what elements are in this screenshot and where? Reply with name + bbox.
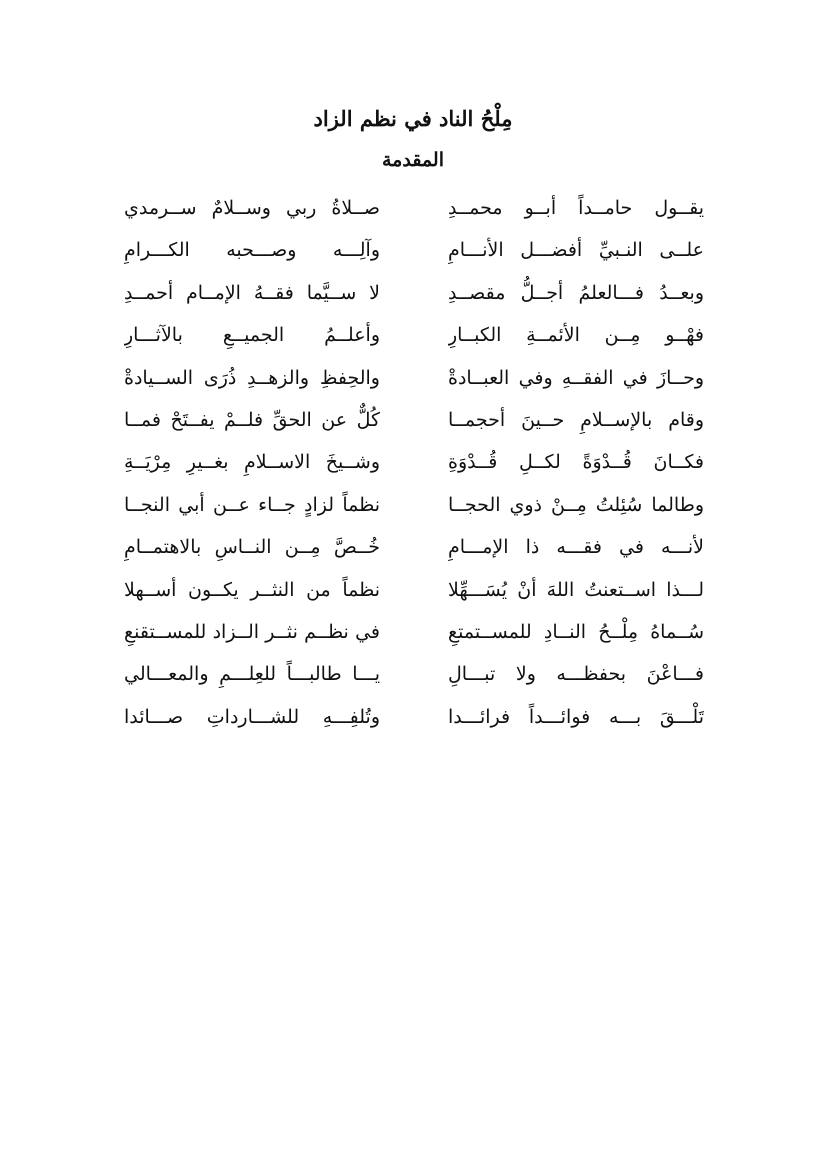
page-title: مِلْحُ الناد في نظم الزاد [313,106,513,131]
verse-line [0,485,826,527]
verse-first-hemistich: علــى النـبيِّ أفضـــل الأنـــامِ [448,239,704,262]
verse-line [0,442,826,484]
verse-second-hemistich: لا ســيَّما فقــهُ الإمــام أحمــدِ [124,281,380,304]
verse-second-hemistich: كُلٌّ عن الحقِّ فلــمْ يفــتَحْ فمــا [124,408,380,431]
verse-first-hemistich: يقــول حامــداً أبــو محمــدِ [448,197,704,219]
verse-second-hemistich: وآلِـــه وصـــحبه الكـــرامِ [124,239,380,262]
verse-second-hemistich: وأعلــمُ الجميــعِ بالآثـــارِ [124,324,380,347]
verse-first-hemistich: فكــانَ قُــدْوَةً لكــلِ قُــدْوَةِ [448,451,704,474]
verse-second-hemistich: نظماً لزادٍ جــاء عــن أبي النجــا [124,493,380,516]
verse-line [0,188,826,230]
verse-line [0,527,826,569]
verse-first-hemistich: فهْــو مِــن الأئمــةِ الكبــارِ [448,324,704,347]
verse-first-hemistich: فـــاعْنَ بحفظـــه ولا تبـــالِ [448,663,704,686]
verse-line [0,654,826,696]
verse-first-hemistich: وبعــدُ فـــالعلمُ أجــلُّ مقصــدِ [448,281,704,304]
verse-first-hemistich: لـــذا اســتعنتُ اللهَ أنْ يُسَـــهِّلا [448,578,704,601]
verse-line [0,400,826,442]
verse-second-hemistich: نظماً من النثــر يكــون أســهلا [124,578,380,601]
verse-second-hemistich: وتُلفِـــهِ للشـــارداتِ صـــائدا [124,705,380,728]
verse-line [0,315,826,357]
verse-second-hemistich: يـــا طالبـــاً للعِلـــمِ والمعـــالي [124,663,380,686]
verse-line [0,570,826,612]
verse-second-hemistich: صــلاةُ ربي وســلامٌ ســرمدي [124,197,380,219]
poem [0,188,826,739]
verse-line [0,697,826,739]
verse-second-hemistich: والحِفظِ والزهــدِ ذُرَى الســيادةْ [124,366,380,389]
verse-first-hemistich: وطالما سُئِلتُ مِــنْ ذوي الحجــا [448,493,704,516]
verse-first-hemistich: وحــازَ في الفقــهِ وفي العبــادةْ [448,366,704,389]
verse-second-hemistich: وشــيخَ الاســلامِ بغــيرِ مِرْيَــةِ [124,451,380,474]
verse-line [0,358,826,400]
verse-first-hemistich: سُــماهُ مِلْــحُ النــادِ للمســتمتعِ [448,620,704,643]
verse-first-hemistich: وقام بالإســلامِ حــينَ أحجمــا [448,408,704,431]
verse-line [0,273,826,315]
verse-second-hemistich: في نظــم نثــر الــزاد للمســتقنعِ [124,620,380,643]
verse-first-hemistich: لأنـــه في فقـــه ذا الإمـــامِ [448,536,704,559]
verse-line [0,230,826,272]
verse-line [0,612,826,654]
section-heading: المقدمة [381,149,444,171]
verse-first-hemistich: تَلْـــقَ بـــه فوائـــداً فرائـــدا [448,705,704,728]
verse-second-hemistich: خُــصَّ مِــن النــاسِ بالاهتمــامِ [124,536,380,559]
